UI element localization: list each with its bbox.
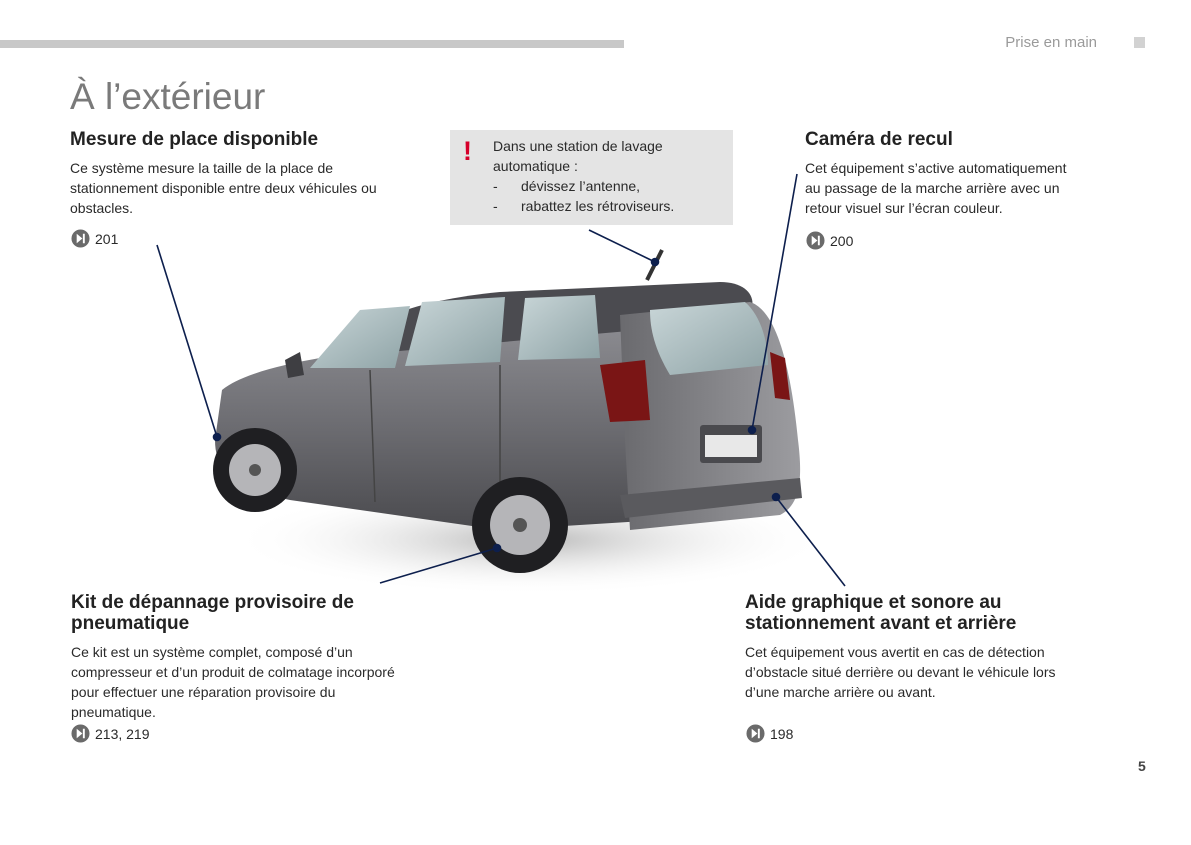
license-plate	[705, 435, 757, 457]
parking-space-section	[70, 129, 440, 218]
parking-aid-ref[interactable]: 198	[746, 724, 793, 743]
warning-icon: !	[463, 136, 472, 166]
warning-item: - rabattez les rétroviseurs.	[493, 198, 675, 214]
camera-title: Caméra de recul	[805, 129, 953, 150]
repair-kit-title: Kit de dépannage provisoire de pneumatique	[71, 592, 354, 634]
section-label: Prise en main	[1005, 34, 1097, 51]
parking-space-title: Mesure de place disponible	[70, 129, 319, 150]
page-title: À l’extérieur	[70, 76, 266, 117]
parking-aid-section	[745, 592, 1125, 702]
section-marker	[1134, 37, 1145, 48]
header-rule	[0, 40, 624, 48]
page-reference-icon	[71, 229, 90, 248]
car-illustration	[200, 240, 810, 600]
warning-line: Dans une station de lavage	[493, 138, 663, 154]
page-number: 5	[1138, 758, 1146, 774]
camera-section	[805, 129, 1135, 218]
car-rear-window	[650, 302, 768, 375]
warning-line: automatique :	[493, 158, 578, 174]
car-rear-side-window	[518, 295, 600, 360]
antenna	[647, 250, 662, 280]
repair-kit-section	[71, 592, 451, 722]
camera-text: Cet équipement s’active automatiquement au passage de la marche arrière avec un retour visuel sur l’écran couleur.	[805, 160, 1067, 216]
car-front-window	[310, 306, 410, 368]
parking-space-ref[interactable]: 201	[71, 229, 118, 248]
side-mirror	[285, 352, 304, 378]
parking-space-text: Ce système mesure la taille de la place de stationnement disponible entre deux véhicules ou obstacles.	[70, 160, 377, 216]
parking-aid-title: Aide graphique et sonore au stationnement avant et arrière	[745, 592, 1017, 634]
car-wash-warning	[450, 130, 733, 225]
camera-ref[interactable]: 200	[806, 231, 853, 250]
warning-item: - dévissez l’antenne,	[493, 178, 641, 194]
repair-kit-ref[interactable]: 213, 219	[71, 724, 150, 743]
repair-kit-text: Ce kit est un système complet, composé d’un compresseur et d’un produit de colmatage incorporé pour effectuer une réparation provisoire du pneumatique.	[71, 644, 395, 720]
page-reference-icon	[71, 724, 90, 743]
parking-aid-text: Cet équipement vous avertit en cas de détection d’obstacle situé derrière ou devant le véhicule lors d’une marche arrière ou avant.	[745, 644, 1056, 700]
page-reference-icon	[746, 724, 765, 743]
